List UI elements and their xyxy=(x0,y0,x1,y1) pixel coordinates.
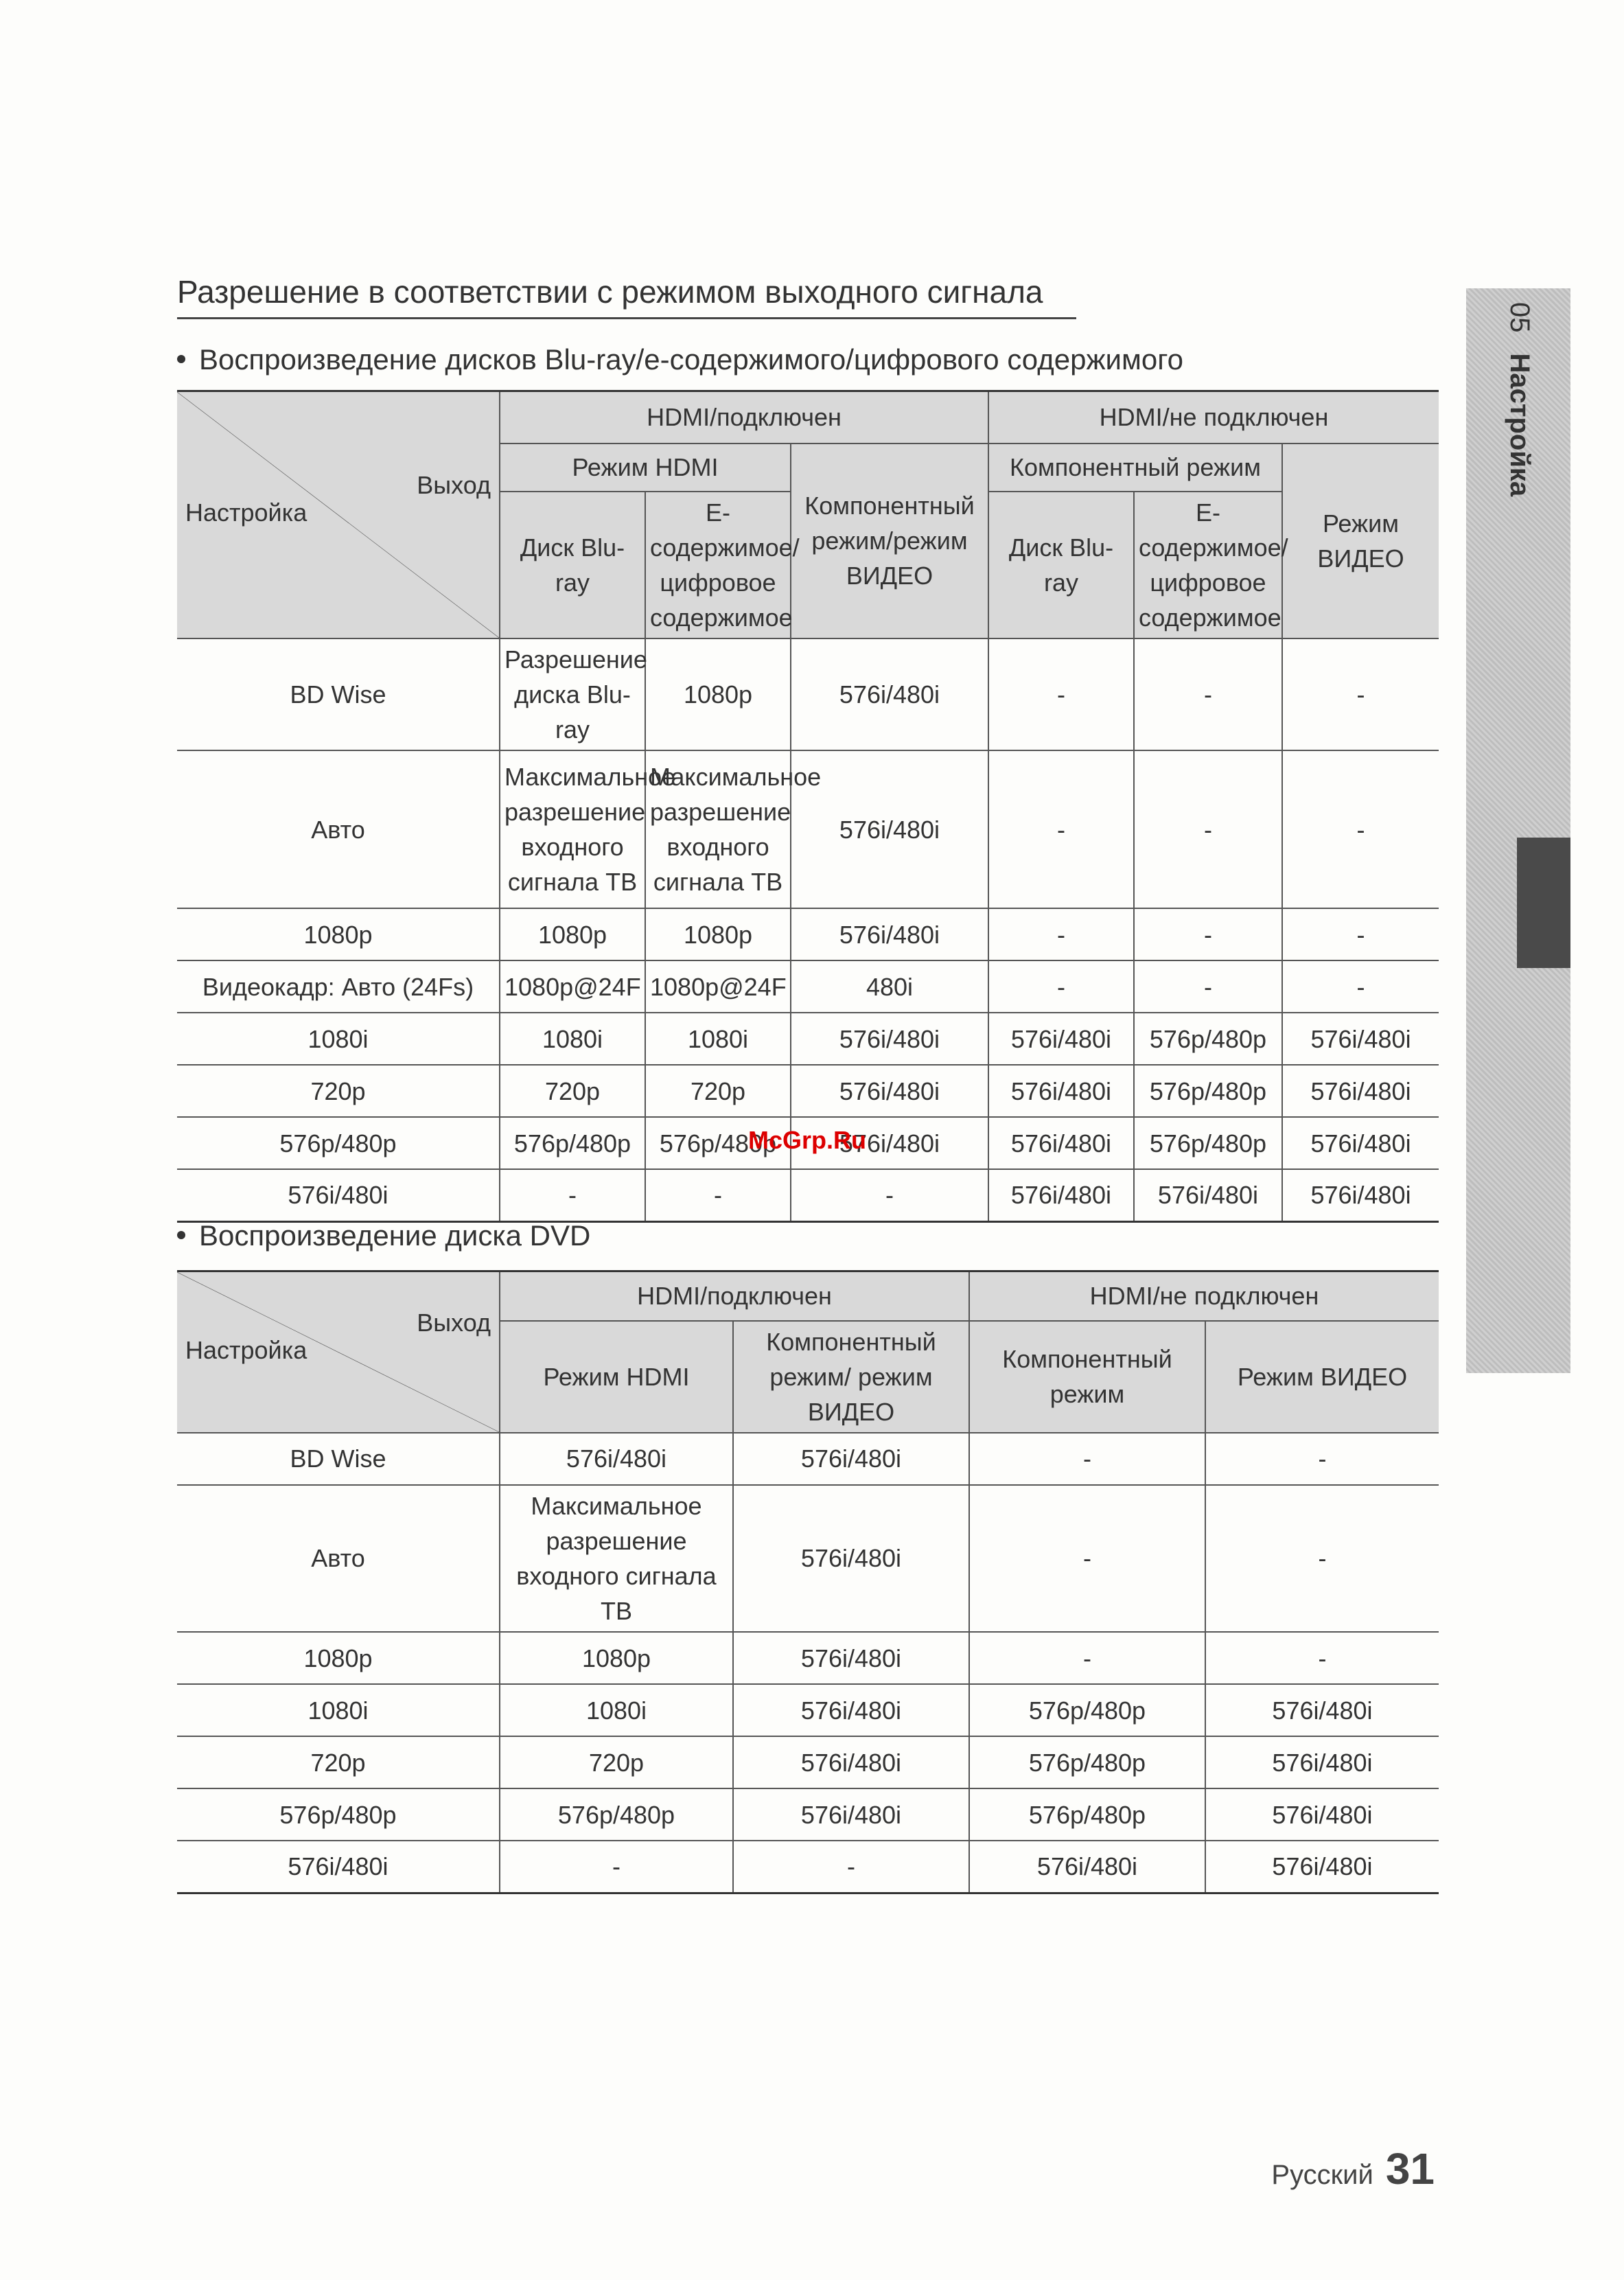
table-cell: 576p/480p xyxy=(500,1788,733,1841)
table-cell: 720p xyxy=(645,1065,791,1117)
header-bluray-disc: Диск Blu-ray xyxy=(500,492,645,638)
table-cell: 576i/480i xyxy=(1282,1117,1439,1169)
row-setting: 576i/480i xyxy=(177,1169,500,1221)
table-cell: Максимальное разрешение входного сигнала ТВ xyxy=(500,750,645,908)
table-cell: - xyxy=(1282,960,1439,1013)
table-cell: 576i/480i xyxy=(733,1632,969,1684)
table-cell: 576i/480i xyxy=(1282,1013,1439,1065)
table-row xyxy=(177,908,1439,960)
table-cell: 1080p xyxy=(645,638,791,750)
table-row xyxy=(177,1169,1439,1221)
table-cell: 1080p xyxy=(645,908,791,960)
footer-language: Русский xyxy=(1271,2160,1373,2190)
corner-setting-label: Настройка xyxy=(185,1336,308,1364)
table-cell: - xyxy=(988,960,1134,1013)
table-row xyxy=(177,1788,1439,1841)
table-cell: - xyxy=(500,1841,733,1893)
table-cell: 576i/480i xyxy=(1282,1065,1439,1117)
header-bluray-disc-2: Диск Blu-ray xyxy=(988,492,1134,638)
chapter-marker xyxy=(1517,838,1570,968)
watermark: McGrp.Ru xyxy=(748,1126,867,1154)
table-cell: 1080p@24F xyxy=(645,960,791,1013)
bullet-dvd xyxy=(177,1219,590,1252)
corner-setting-label: Настройка xyxy=(185,498,308,527)
table-cell: 1080p xyxy=(500,908,645,960)
table-cell: Максимальное разрешение входного сигнала ТВ xyxy=(645,750,791,908)
bluray-resolution-table xyxy=(177,390,1439,1223)
table-cell: - xyxy=(645,1169,791,1221)
table-cell: 576p/480p xyxy=(500,1117,645,1169)
row-setting: 1080i xyxy=(177,1013,500,1065)
table-cell: - xyxy=(988,908,1134,960)
table-cell: - xyxy=(1282,908,1439,960)
table-row xyxy=(177,960,1439,1013)
table-cell: 576i/480i xyxy=(1205,1841,1439,1893)
table-cell: 1080i xyxy=(500,1013,645,1065)
table-cell: 1080i xyxy=(645,1013,791,1065)
bullet-dot xyxy=(177,1231,185,1239)
table-cell: 576i/480i xyxy=(791,908,988,960)
header-component-mode: Компонентный режим xyxy=(969,1321,1205,1433)
page-number: 31 xyxy=(1385,2144,1435,2193)
table-row xyxy=(177,1736,1439,1788)
header-hdmi-disconnected: HDMI/не подключен xyxy=(988,391,1439,444)
table-row xyxy=(177,1013,1439,1065)
table-cell: - xyxy=(1205,1632,1439,1684)
table-cell: - xyxy=(969,1433,1205,1485)
table-cell: 576i/480i xyxy=(791,638,988,750)
table-cell: 720p xyxy=(500,1065,645,1117)
table-cell: - xyxy=(1134,960,1282,1013)
table-row xyxy=(177,1841,1439,1893)
row-setting: 1080p xyxy=(177,1632,500,1684)
header-hdmi-mode: Режим HDMI xyxy=(500,444,791,492)
row-setting: 1080p xyxy=(177,908,500,960)
table-row xyxy=(177,1485,1439,1632)
table-cell: 576p/480p xyxy=(969,1684,1205,1736)
table-cell: 576i/480i xyxy=(1205,1788,1439,1841)
row-setting: 720p xyxy=(177,1736,500,1788)
table-row xyxy=(177,1433,1439,1485)
table-cell: 576i/480i xyxy=(988,1117,1134,1169)
header-econtent-2: E-содержимое/ цифровое содержимое xyxy=(1134,492,1282,638)
table-cell: Максимальное разрешение входного сигнала ТВ xyxy=(500,1485,733,1632)
row-setting: 720p xyxy=(177,1065,500,1117)
table-cell: 576i/480i xyxy=(791,750,988,908)
header-econtent: E-содержимое/ цифровое содержимое xyxy=(645,492,791,638)
chapter-side-tab xyxy=(1466,288,1570,1373)
table-cell: 576p/480p xyxy=(1134,1065,1282,1117)
table-cell: - xyxy=(500,1169,645,1221)
header-hdmi-connected: HDMI/подключен xyxy=(500,391,988,444)
table-cell: - xyxy=(1134,750,1282,908)
table-cell: 576i/480i xyxy=(733,1684,969,1736)
table-cell: 576i/480i xyxy=(988,1169,1134,1221)
table-cell: 1080p@24F xyxy=(500,960,645,1013)
table-cell: 576i/480i xyxy=(988,1065,1134,1117)
table-cell: 1080p xyxy=(500,1632,733,1684)
table-row xyxy=(177,1065,1439,1117)
bullet-bluray-text: Воспроизведение дисков Blu-ray/e-содержимого/цифрового содержимого xyxy=(199,343,1184,376)
bullet-dvd-text: Воспроизведение диска DVD xyxy=(199,1219,591,1252)
table-cell: 576p/480p xyxy=(645,1117,791,1169)
header-hdmi-mode: Режим HDMI xyxy=(500,1321,733,1433)
table-cell: 576p/480p xyxy=(1134,1117,1282,1169)
row-setting: Авто xyxy=(177,1485,500,1632)
row-setting: BD Wise xyxy=(177,1433,500,1485)
table-cell: - xyxy=(988,750,1134,908)
header-component-video: Компонентный режим/ режим ВИДЕО xyxy=(733,1321,969,1433)
table2-corner xyxy=(177,1271,500,1433)
table-cell: - xyxy=(1134,638,1282,750)
table1-corner xyxy=(177,391,500,638)
table-cell: - xyxy=(1205,1433,1439,1485)
table-cell: Разрешение диска Blu-ray xyxy=(500,638,645,750)
table-cell: 576i/480i xyxy=(733,1485,969,1632)
corner-output-label: Выход xyxy=(417,471,491,499)
table-cell: - xyxy=(1205,1485,1439,1632)
table-cell: 576i/480i xyxy=(791,1013,988,1065)
table-row xyxy=(177,1632,1439,1684)
bullet-bluray xyxy=(177,343,1183,376)
chapter-title: Настройка xyxy=(1505,353,1535,497)
corner-output-label: Выход xyxy=(417,1309,491,1337)
table-cell: 576i/480i xyxy=(1205,1736,1439,1788)
table-cell: 576i/480i xyxy=(733,1736,969,1788)
section-title: Разрешение в соответствии с режимом выходного сигнала xyxy=(177,273,1076,319)
table-cell: - xyxy=(1134,908,1282,960)
table-cell: 576i/480i xyxy=(1282,1169,1439,1221)
header-video-mode: Режим ВИДЕО xyxy=(1282,444,1439,638)
table-cell: 576i/480i xyxy=(988,1013,1134,1065)
table-cell: - xyxy=(969,1632,1205,1684)
row-setting: 576p/480p xyxy=(177,1788,500,1841)
header-component-mode: Компонентный режим xyxy=(988,444,1282,492)
table-cell: 576p/480p xyxy=(969,1736,1205,1788)
header-component-video: Компонентный режим/режим ВИДЕО xyxy=(791,444,988,638)
chapter-label xyxy=(1504,302,1535,496)
header-video-mode: Режим ВИДЕО xyxy=(1205,1321,1439,1433)
table-cell: 1080i xyxy=(500,1684,733,1736)
table-cell: 576i/480i xyxy=(791,1117,988,1169)
chapter-number: 05 xyxy=(1505,302,1535,333)
table-row xyxy=(177,638,1439,750)
table-row xyxy=(177,1684,1439,1736)
row-setting: 576p/480p xyxy=(177,1117,500,1169)
table-cell: 576i/480i xyxy=(791,1065,988,1117)
table-cell: - xyxy=(969,1485,1205,1632)
table-cell: 576i/480i xyxy=(1134,1169,1282,1221)
table-cell: 576p/480p xyxy=(1134,1013,1282,1065)
bullet-dot xyxy=(177,355,185,363)
table-cell: 576i/480i xyxy=(500,1433,733,1485)
table-cell: - xyxy=(1282,750,1439,908)
table-cell: - xyxy=(988,638,1134,750)
dvd-resolution-table xyxy=(177,1270,1439,1894)
table-cell: 720p xyxy=(500,1736,733,1788)
table-cell: - xyxy=(791,1169,988,1221)
table-cell: 576i/480i xyxy=(733,1433,969,1485)
header-hdmi-disconnected: HDMI/не подключен xyxy=(969,1271,1439,1321)
row-setting: 576i/480i xyxy=(177,1841,500,1893)
table-cell: 576i/480i xyxy=(1205,1684,1439,1736)
row-setting: Видеокадр: Авто (24Fs) xyxy=(177,960,500,1013)
table-row xyxy=(177,750,1439,908)
table-cell: 576i/480i xyxy=(733,1788,969,1841)
page-footer xyxy=(1271,2143,1435,2194)
header-hdmi-connected: HDMI/подключен xyxy=(500,1271,969,1321)
table-cell: 576i/480i xyxy=(969,1841,1205,1893)
row-setting: BD Wise xyxy=(177,638,500,750)
row-setting: 1080i xyxy=(177,1684,500,1736)
table-cell: 576p/480p xyxy=(969,1788,1205,1841)
table-cell: - xyxy=(733,1841,969,1893)
table-cell: 480i xyxy=(791,960,988,1013)
row-setting: Авто xyxy=(177,750,500,908)
table-cell: - xyxy=(1282,638,1439,750)
